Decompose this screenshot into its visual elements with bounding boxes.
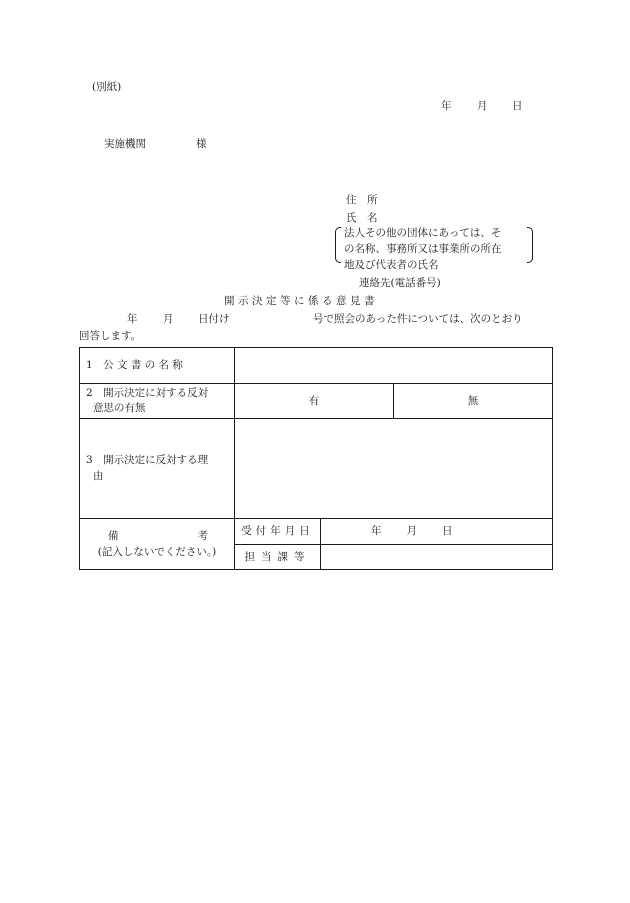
department-label: 担当課等 — [235, 545, 321, 570]
corporate-note-line3: 地及び代表者の氏名 — [344, 259, 439, 271]
reason-label — [80, 419, 235, 519]
reason-label-line1: 3 開示決定に反対する理 — [86, 454, 209, 467]
body-line1-rest: 号で照会のあった件については、次のとおり — [313, 313, 523, 325]
objection-label — [80, 384, 235, 419]
contact-label: 連絡先(電話番号) — [359, 277, 441, 289]
body-month: 月 — [163, 313, 174, 325]
corporate-note-line2: の名称、事務所又は事業所の所在 — [344, 243, 502, 255]
body-year: 年 — [127, 313, 138, 325]
left-bracket — [335, 227, 341, 263]
body-line2: 回答します。 — [79, 330, 142, 342]
received-date-label: 受付年月日 — [235, 519, 321, 545]
objection-label-line1: 2 開示決定に対する反対 — [86, 386, 209, 399]
recipient-honorific: 様 — [196, 138, 207, 150]
date-day: 日 — [512, 100, 523, 112]
document-title: 開示決定等に係る意見書 — [224, 295, 378, 307]
objection-no-option[interactable]: 無 — [394, 384, 553, 419]
right-bracket — [527, 227, 533, 263]
opinion-form-table — [79, 347, 553, 570]
objection-yes-option[interactable]: 有 — [235, 384, 394, 419]
row-reason — [80, 419, 553, 519]
remarks-label-left: 備 — [108, 529, 119, 542]
received-year: 年 — [371, 525, 382, 538]
remarks-label-right: 考 — [197, 529, 208, 542]
name-label: 氏 名 — [346, 212, 378, 224]
date-year: 年 — [441, 100, 452, 112]
objection-label-line2: 意思の有無 — [93, 402, 146, 414]
received-date-field[interactable] — [321, 519, 553, 545]
remarks-label — [80, 528, 234, 544]
department-field[interactable] — [321, 545, 553, 570]
body-day-dated: 日付け — [198, 313, 230, 325]
row-received-date — [80, 519, 553, 545]
row-document-name — [80, 348, 553, 384]
received-day: 日 — [442, 525, 453, 538]
remarks-note: (記入しないでください。) — [97, 546, 217, 558]
reason-label-line2: 由 — [93, 469, 104, 482]
received-month: 月 — [406, 525, 417, 538]
address-label: 住 所 — [346, 194, 378, 206]
document-name-label: 1 公 文 書 の 名 称 — [80, 348, 235, 384]
date-month: 月 — [477, 100, 488, 112]
row-objection — [80, 384, 553, 419]
remarks-cell — [80, 519, 235, 570]
attachment-label: (別紙) — [92, 81, 122, 93]
recipient-org: 実施機関 — [104, 138, 146, 150]
document-name-field[interactable] — [235, 348, 553, 384]
corporate-note-line1: 法人その他の団体にあっては、そ — [344, 227, 502, 239]
reason-field[interactable] — [235, 419, 553, 519]
